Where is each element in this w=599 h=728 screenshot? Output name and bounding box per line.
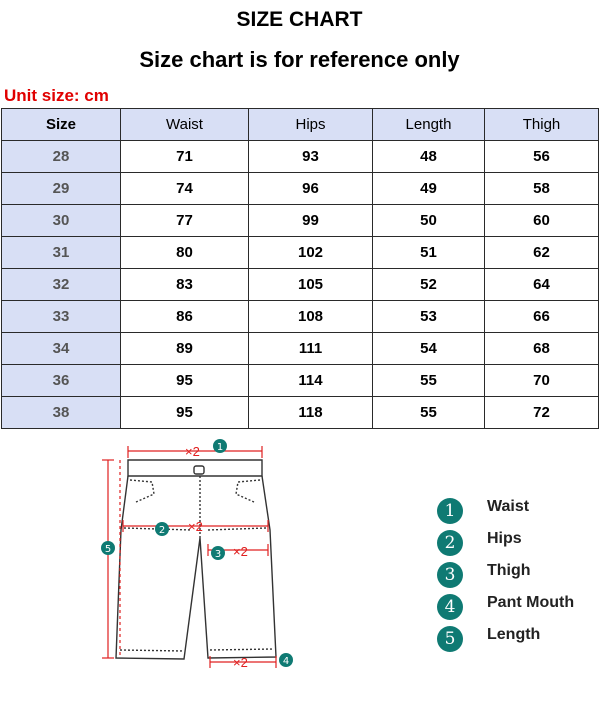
size-cell: 31 <box>2 237 121 269</box>
value-cell: 111 <box>249 333 373 365</box>
value-cell: 99 <box>249 205 373 237</box>
value-cell: 95 <box>121 397 249 429</box>
multiplier-label: ×2 <box>188 519 203 534</box>
value-cell: 54 <box>373 333 485 365</box>
legend-label: Hips <box>487 530 522 547</box>
svg-text:2: 2 <box>158 525 166 536</box>
value-cell: 48 <box>373 141 485 173</box>
value-cell: 55 <box>373 397 485 429</box>
marker-4 <box>279 653 293 667</box>
svg-text:3: 3 <box>214 549 222 560</box>
value-cell: 108 <box>249 301 373 333</box>
size-cell: 29 <box>2 173 121 205</box>
table-row <box>2 333 599 365</box>
value-cell: 66 <box>485 301 599 333</box>
value-cell: 58 <box>485 173 599 205</box>
value-cell: 70 <box>485 365 599 397</box>
marker-badge: 4 <box>437 594 463 620</box>
size-table <box>1 108 599 429</box>
svg-text:4: 4 <box>282 656 290 667</box>
marker-3 <box>211 546 225 560</box>
value-cell: 51 <box>373 237 485 269</box>
marker-badge: 3 <box>437 562 463 588</box>
size-cell: 38 <box>2 397 121 429</box>
column-header: Hips <box>249 109 373 141</box>
value-cell: 114 <box>249 365 373 397</box>
value-cell: 68 <box>485 333 599 365</box>
page-title: SIZE CHART <box>236 8 363 31</box>
size-cell: 33 <box>2 301 121 333</box>
value-cell: 56 <box>485 141 599 173</box>
marker-badge: 5 <box>437 626 463 652</box>
column-header: Thigh <box>485 109 599 141</box>
table-row <box>2 141 599 173</box>
legend-item <box>437 496 599 526</box>
marker-badge: 1 <box>437 498 463 524</box>
table-row <box>2 237 599 269</box>
value-cell: 93 <box>249 141 373 173</box>
column-header: Length <box>373 109 485 141</box>
svg-text:5: 5 <box>104 544 112 555</box>
multiplier-label: ×2 <box>185 444 200 459</box>
legend-label: Waist <box>487 498 530 515</box>
value-cell: 95 <box>121 365 249 397</box>
size-cell: 30 <box>2 205 121 237</box>
table-row <box>2 205 599 237</box>
value-cell: 102 <box>249 237 373 269</box>
unit-note: Unit size: cm <box>4 86 109 105</box>
marker-2 <box>155 522 169 536</box>
value-cell: 60 <box>485 205 599 237</box>
size-cell: 28 <box>2 141 121 173</box>
value-cell: 83 <box>121 269 249 301</box>
value-cell: 89 <box>121 333 249 365</box>
size-cell: 34 <box>2 333 121 365</box>
marker-badge: 2 <box>437 530 463 556</box>
page-subtitle: Size chart is for reference only <box>139 47 460 72</box>
value-cell: 105 <box>249 269 373 301</box>
value-cell: 80 <box>121 237 249 269</box>
value-cell: 64 <box>485 269 599 301</box>
table-row <box>2 173 599 205</box>
size-cell: 32 <box>2 269 121 301</box>
value-cell: 62 <box>485 237 599 269</box>
legend-item <box>437 560 599 590</box>
value-cell: 74 <box>121 173 249 205</box>
multiplier-label: ×2 <box>233 544 248 559</box>
column-header: Waist <box>121 109 249 141</box>
legend-item <box>437 528 599 558</box>
value-cell: 53 <box>373 301 485 333</box>
legend-item <box>437 592 599 622</box>
value-cell: 50 <box>373 205 485 237</box>
table-header-row <box>2 109 599 141</box>
legend-label: Length <box>487 626 541 643</box>
legend-label: Pant Mouth <box>487 594 575 611</box>
legend-label: Thigh <box>487 562 531 579</box>
column-header: Size <box>2 109 121 141</box>
value-cell: 86 <box>121 301 249 333</box>
value-cell: 72 <box>485 397 599 429</box>
value-cell: 49 <box>373 173 485 205</box>
multiplier-label: ×2 <box>233 655 248 670</box>
value-cell: 77 <box>121 205 249 237</box>
shorts-diagram <box>90 436 300 701</box>
marker-1 <box>213 439 227 453</box>
table-row <box>2 365 599 397</box>
value-cell: 96 <box>249 173 373 205</box>
table-row <box>2 269 599 301</box>
value-cell: 55 <box>373 365 485 397</box>
size-cell: 36 <box>2 365 121 397</box>
legend-item <box>437 624 599 654</box>
marker-5 <box>101 541 115 555</box>
value-cell: 118 <box>249 397 373 429</box>
value-cell: 71 <box>121 141 249 173</box>
shorts-outline <box>116 460 276 659</box>
value-cell: 52 <box>373 269 485 301</box>
svg-text:1: 1 <box>216 442 224 453</box>
table-row <box>2 397 599 429</box>
table-row <box>2 301 599 333</box>
